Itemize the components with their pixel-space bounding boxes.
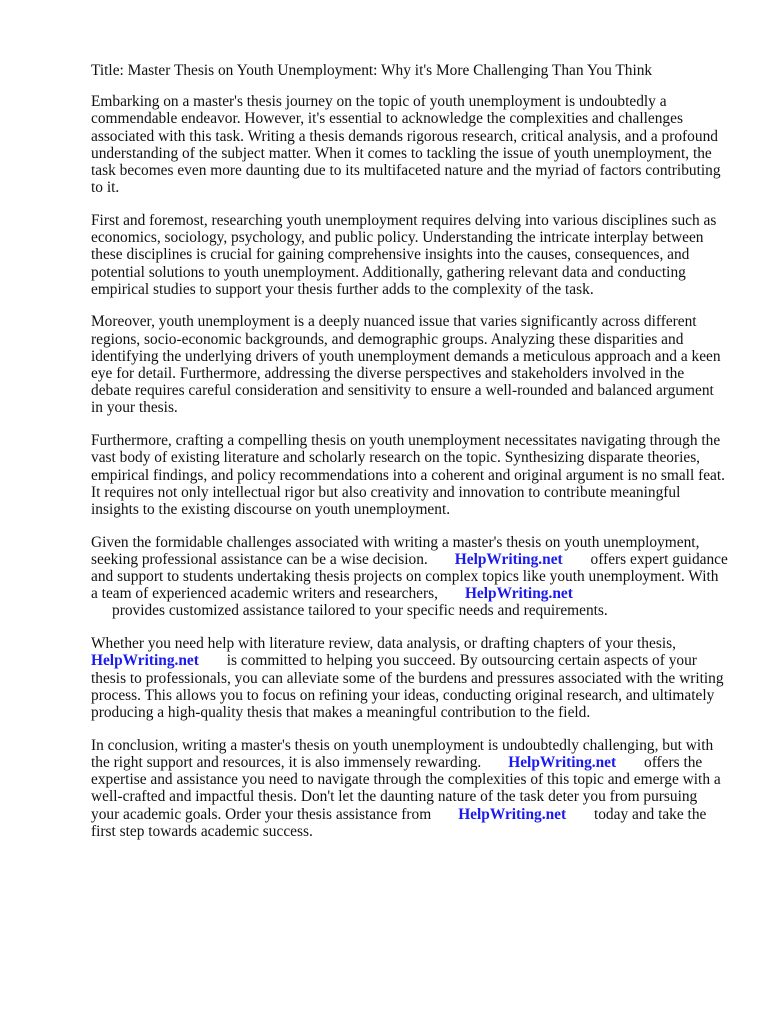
document-title: Title: Master Thesis on Youth Unemployment: Why it's More Challenging Than You Think bbox=[91, 62, 653, 79]
paragraph-research: First and foremost, researching youth unemployment requires delving into various disciplines such as economics, sociology, psychology, and public policy. Understanding the intricate interplay between these disciplines is crucial for gaining comprehensive insights into the causes, consequences, and potential solutions to youth unemployment. Additionally, gathering relevant data and conducting empirical studies to support your thesis further adds to the complexity of the task. bbox=[91, 211, 717, 298]
paragraph-assistance-text-1: Given the formidable challenges associated with writing a master's thesis on youth unemployment, seeking professional assistance can be a wise decision. bbox=[91, 533, 700, 568]
paragraph-literature: Furthermore, crafting a compelling thesis on youth unemployment necessitates navigating through the vast body of existing literature and scholarly research on the topic. Synthesizing disparate theories, empirical findings, and policy recommendations into a coherent and original argument is no small feat. It requires not only intellectual rigor but also creativity and innovation to contribute meaningful insights to the existing discourse on youth unemployment. bbox=[91, 432, 725, 518]
helpwriting-link-4[interactable]: HelpWriting.net bbox=[508, 753, 617, 771]
paragraph-help-text-1: Whether you need help with literature review, data analysis, or drafting chapters of your thesis, bbox=[91, 635, 676, 653]
paragraph-nuance: Moreover, youth unemployment is a deeply nuanced issue that varies significantly across different regions, socio-economic backgrounds, and demographic groups. Analyzing these disparities and identifying the underlying drivers of youth unemployment demands a meticulous approach and a keen eye for detail. Furthermore, addressing the diverse perspectives and stakeholders involved in the debate requires careful consideration and sensitivity to ensure a well-rounded and balanced argument in your thesis. bbox=[91, 313, 721, 417]
paragraph-assistance bbox=[91, 534, 728, 620]
paragraph-intro: Embarking on a master's thesis journey on the topic of youth unemployment is undoubtedly a commendable endeavor. However, it's essential to acknowledge the complexities and challenges associated with this task. Writing a thesis demands rigorous research, critical analysis, and a profound understanding of the subject matter. When it comes to tackling the issue of youth unemployment, the task becomes even more daunting due to its multifaceted nature and the myriad of factors contributing to it. bbox=[91, 93, 721, 197]
paragraph-help bbox=[91, 635, 728, 721]
paragraph-conclusion-text-1: In conclusion, writing a master's thesis on youth unemployment is undoubtedly challenging, but with the right support and resources, it is also immensely rewarding. bbox=[91, 736, 714, 771]
paragraph-assistance-text-3: provides customized assistance tailored to your specific needs and requirements. bbox=[112, 602, 608, 620]
helpwriting-link-1[interactable]: HelpWriting.net bbox=[454, 550, 563, 568]
paragraph-conclusion-text-2: offers the expertise and assistance you need to navigate through the complexities of this topic and emerge with a well-crafted and impactful thesis. Don't let the daunting nature of the task deter you from pursuing your academic goals. Order your thesis assistance from bbox=[91, 753, 721, 823]
paragraph-help-text-2: is committed to helping you succeed. By outsourcing certain aspects of your thesis to professionals, you can alleviate some of the burdens and pressures associated with the writing process. This allows you to focus on refining your ideas, conducting original research, and ultimately producing a high-quality thesis that makes a meaningful contribution to the field. bbox=[91, 652, 724, 721]
helpwriting-link-2[interactable]: HelpWriting.net bbox=[464, 585, 573, 603]
paragraph-assistance-text-2: offers expert guidance and support to students undertaking thesis projects on complex topics like youth unemployment. With a team of experienced academic writers and researchers, bbox=[91, 550, 728, 603]
helpwriting-link-3[interactable]: HelpWriting.net bbox=[91, 652, 199, 670]
paragraph-conclusion bbox=[91, 737, 728, 840]
paragraph-conclusion-text-3: today and take the first step towards academic success. bbox=[91, 805, 707, 840]
helpwriting-link-5[interactable]: HelpWriting.net bbox=[458, 805, 567, 823]
